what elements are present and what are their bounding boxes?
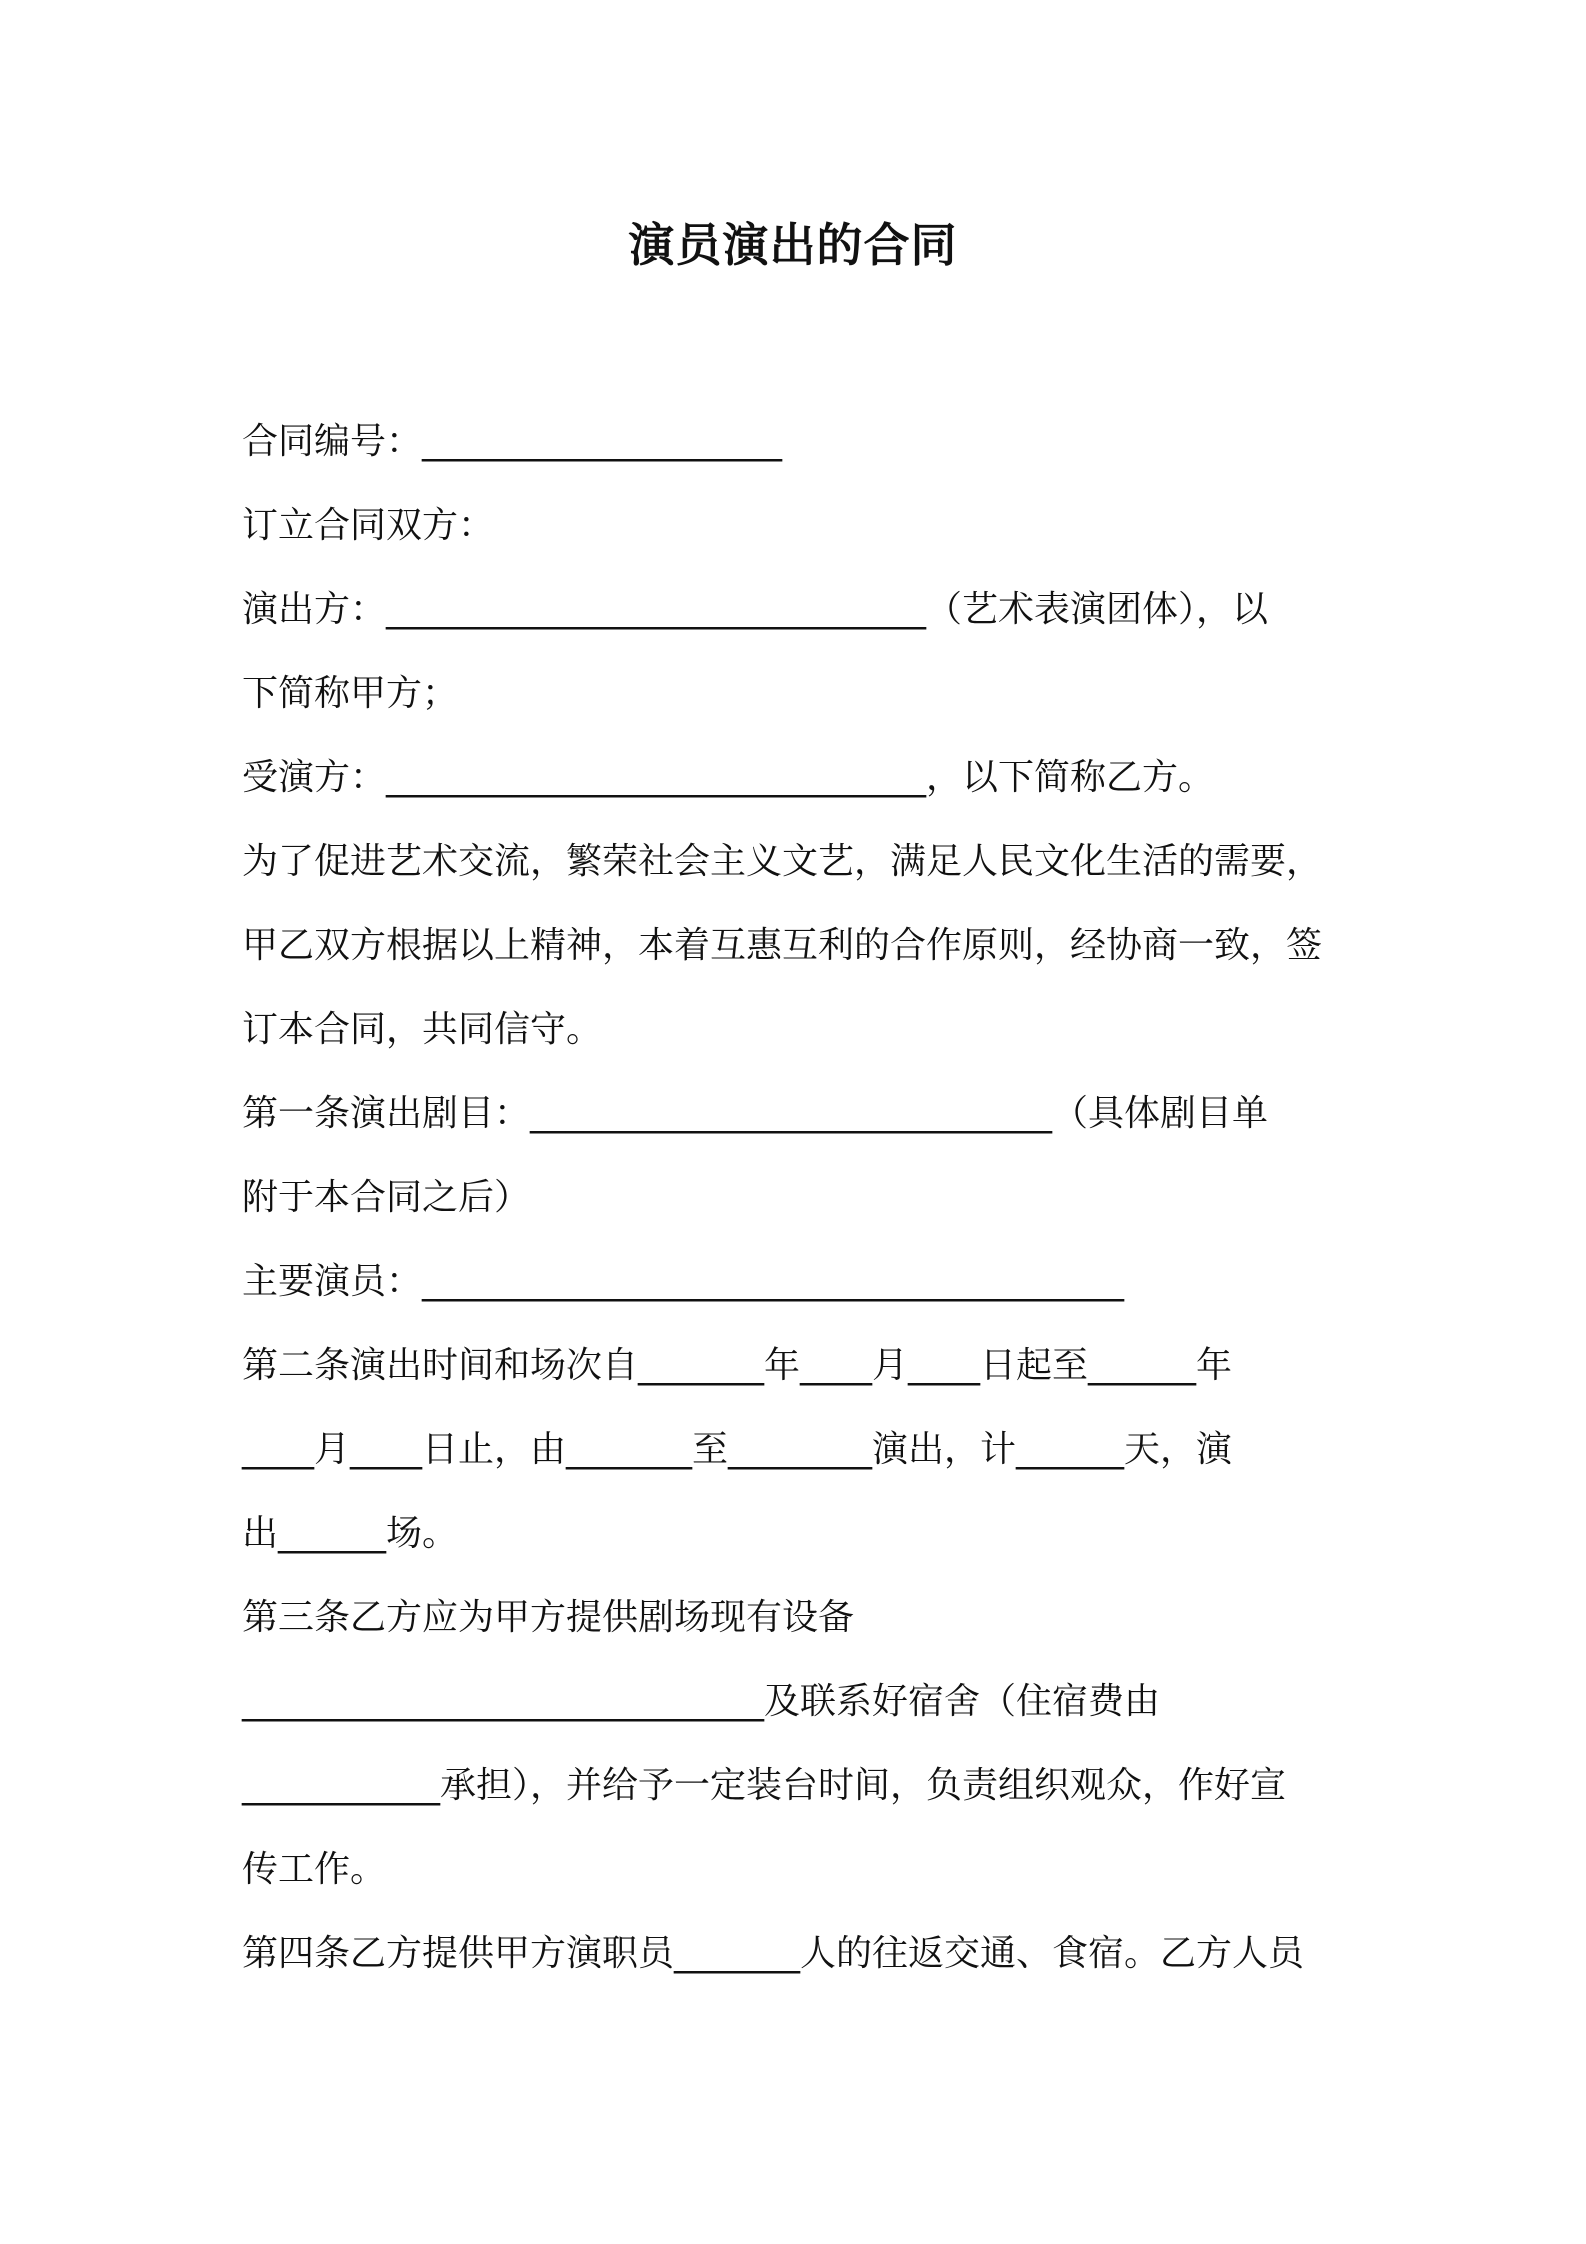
host-party-line: 受演方：______________________________，以下简称乙方。 bbox=[242, 757, 1215, 798]
article-3-line-3: ___________承担），并给予一定装台时间，负责组织观众，作好宣 bbox=[242, 1765, 1287, 1806]
preamble-line-3: 订本合同，共同信守。 bbox=[242, 1009, 603, 1050]
preamble-line-2: 甲乙双方根据以上精神，本着互惠互利的合作原则，经协商一致，签 bbox=[242, 925, 1323, 966]
article-3-line-2: _____________________________及联系好宿舍（住宿费由 bbox=[242, 1681, 1161, 1722]
preamble-line-1: 为了促进艺术交流，繁荣社会主义文艺，满足人民文化生活的需要， bbox=[242, 841, 1323, 882]
article-2-line-2: ____月____日止，由_______至________演出，计______天，演 bbox=[242, 1429, 1233, 1470]
article-2-line-1: 第二条演出时间和场次自_______年____月____日起至______年 bbox=[242, 1345, 1233, 1386]
parties-heading: 订立合同双方： bbox=[242, 505, 495, 546]
article-2-line-3: 出______场。 bbox=[242, 1513, 459, 1554]
article-4-line-1: 第四条乙方提供甲方演职员_______人的往返交通、食宿。乙方人员 bbox=[242, 1933, 1305, 1974]
document-title: 演员演出的合同 bbox=[628, 218, 958, 272]
main-actors-line: 主要演员：_______________________________________ bbox=[242, 1261, 1125, 1302]
article-3-line-4: 传工作。 bbox=[242, 1849, 387, 1890]
performer-party-line-continued: 下简称甲方； bbox=[242, 673, 459, 714]
article-3-line-1: 第三条乙方应为甲方提供剧场现有设备 bbox=[242, 1597, 855, 1638]
contract-body bbox=[242, 400, 1362, 1996]
performer-party-line: 演出方：______________________________（艺术表演团体），以 bbox=[242, 589, 1269, 630]
article-1-line-1: 第一条演出剧目：_____________________________（具体剧目单 bbox=[242, 1093, 1269, 1134]
article-1-line-2: 附于本合同之后） bbox=[242, 1177, 531, 1218]
contract-number-line: 合同编号：____________________ bbox=[242, 421, 783, 462]
